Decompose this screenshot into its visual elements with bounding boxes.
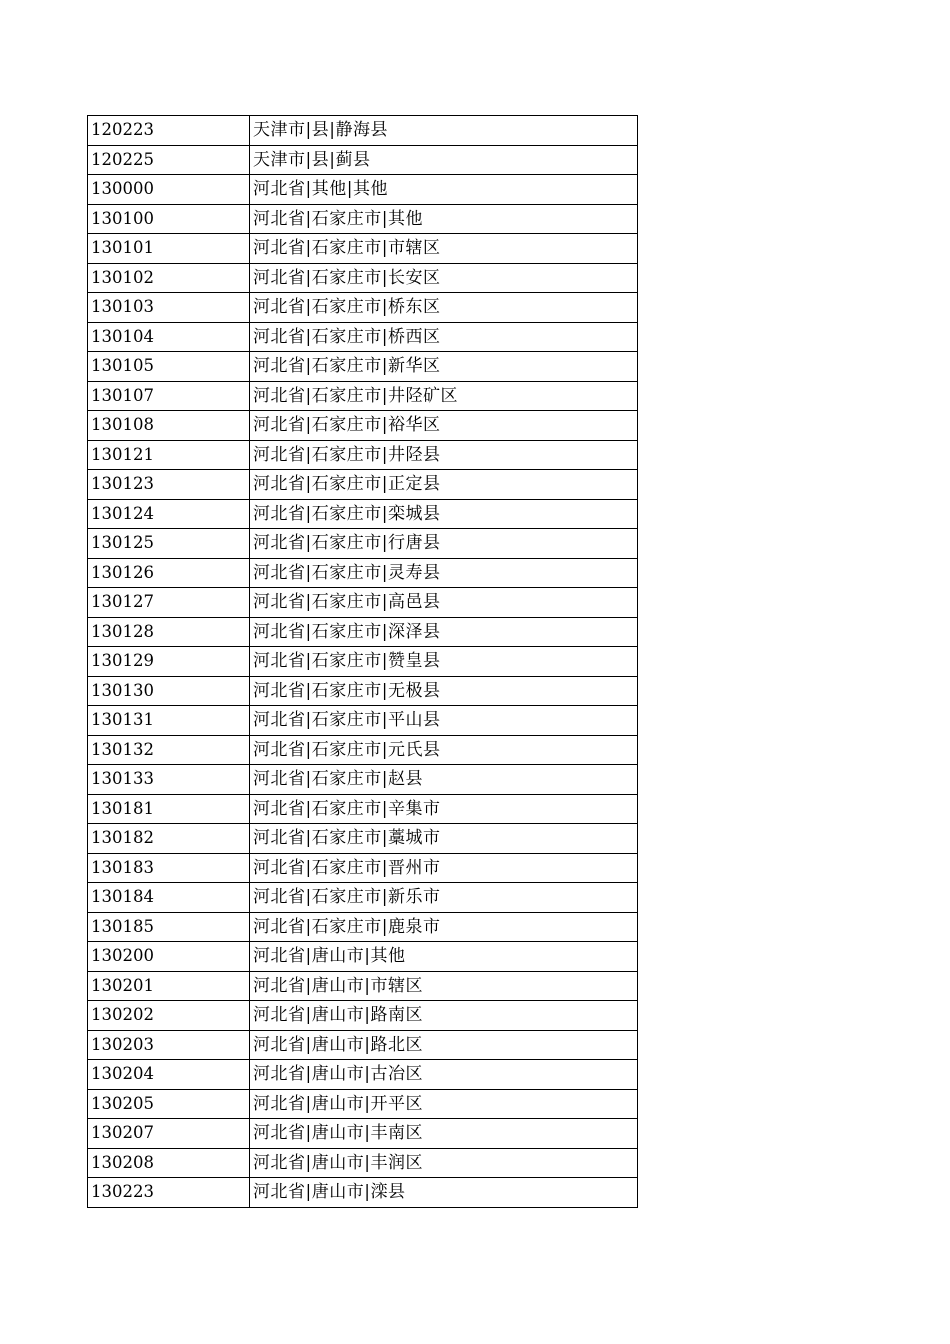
- region-code-cell[interactable]: 130121: [88, 440, 250, 470]
- table-row: [88, 499, 638, 529]
- table-row: [88, 263, 638, 293]
- table-row: [88, 381, 638, 411]
- region-code-cell[interactable]: 130129: [88, 647, 250, 677]
- region-name-cell[interactable]: 河北省|石家庄市|鹿泉市: [250, 912, 638, 942]
- region-name-cell[interactable]: 河北省|石家庄市|灵寿县: [250, 558, 638, 588]
- region-name-cell[interactable]: 河北省|石家庄市|赞皇县: [250, 647, 638, 677]
- region-code-cell[interactable]: 130223: [88, 1178, 250, 1208]
- region-code-cell[interactable]: 130132: [88, 735, 250, 765]
- region-name-cell[interactable]: 河北省|石家庄市|井陉矿区: [250, 381, 638, 411]
- region-code-cell[interactable]: 130103: [88, 293, 250, 323]
- region-code-cell[interactable]: 130128: [88, 617, 250, 647]
- region-code-cell[interactable]: 130202: [88, 1001, 250, 1031]
- region-name-cell[interactable]: 河北省|其他|其他: [250, 175, 638, 205]
- region-code-cell[interactable]: 130000: [88, 175, 250, 205]
- region-code-cell[interactable]: 130200: [88, 942, 250, 972]
- table-row: [88, 794, 638, 824]
- region-name-cell[interactable]: 河北省|唐山市|开平区: [250, 1089, 638, 1119]
- region-name-cell[interactable]: 河北省|石家庄市|无极县: [250, 676, 638, 706]
- region-code-cell[interactable]: 130108: [88, 411, 250, 441]
- table-row: [88, 1001, 638, 1031]
- region-name-cell[interactable]: 河北省|石家庄市|裕华区: [250, 411, 638, 441]
- table-row: [88, 942, 638, 972]
- region-code-cell[interactable]: 130131: [88, 706, 250, 736]
- table-row: [88, 1030, 638, 1060]
- region-name-cell[interactable]: 河北省|唐山市|丰南区: [250, 1119, 638, 1149]
- table-row: [88, 824, 638, 854]
- region-name-cell[interactable]: 河北省|石家庄市|深泽县: [250, 617, 638, 647]
- region-name-cell[interactable]: 河北省|唐山市|丰润区: [250, 1148, 638, 1178]
- region-name-cell[interactable]: 河北省|石家庄市|晋州市: [250, 853, 638, 883]
- table-row: [88, 411, 638, 441]
- region-name-cell[interactable]: 河北省|唐山市|古冶区: [250, 1060, 638, 1090]
- region-name-cell[interactable]: 河北省|石家庄市|井陉县: [250, 440, 638, 470]
- region-name-cell[interactable]: 河北省|石家庄市|正定县: [250, 470, 638, 500]
- region-code-cell[interactable]: 130208: [88, 1148, 250, 1178]
- table-row: [88, 204, 638, 234]
- region-name-cell[interactable]: 河北省|石家庄市|桥东区: [250, 293, 638, 323]
- region-name-cell[interactable]: 河北省|石家庄市|高邑县: [250, 588, 638, 618]
- region-code-cell[interactable]: 130181: [88, 794, 250, 824]
- table-row: [88, 765, 638, 795]
- table-row: [88, 735, 638, 765]
- region-name-cell[interactable]: 河北省|石家庄市|平山县: [250, 706, 638, 736]
- region-name-cell[interactable]: 河北省|石家庄市|元氏县: [250, 735, 638, 765]
- region-name-cell[interactable]: 河北省|石家庄市|新华区: [250, 352, 638, 382]
- region-code-cell[interactable]: 130205: [88, 1089, 250, 1119]
- table-row: [88, 234, 638, 264]
- region-name-cell[interactable]: 河北省|石家庄市|赵县: [250, 765, 638, 795]
- region-code-cell[interactable]: 130125: [88, 529, 250, 559]
- region-code-cell[interactable]: 130130: [88, 676, 250, 706]
- table-row: [88, 676, 638, 706]
- region-name-cell[interactable]: 天津市|县|静海县: [250, 116, 638, 146]
- region-code-cell[interactable]: 120225: [88, 145, 250, 175]
- table-row: [88, 1119, 638, 1149]
- region-name-cell[interactable]: 河北省|唐山市|路北区: [250, 1030, 638, 1060]
- table-row: [88, 971, 638, 1001]
- region-name-cell[interactable]: 河北省|石家庄市|藁城市: [250, 824, 638, 854]
- region-name-cell[interactable]: 河北省|石家庄市|长安区: [250, 263, 638, 293]
- region-code-cell[interactable]: 130183: [88, 853, 250, 883]
- region-code-cell[interactable]: 130123: [88, 470, 250, 500]
- region-code-cell[interactable]: 130185: [88, 912, 250, 942]
- region-name-cell[interactable]: 河北省|唐山市|其他: [250, 942, 638, 972]
- region-name-cell[interactable]: 河北省|石家庄市|市辖区: [250, 234, 638, 264]
- table-row: [88, 912, 638, 942]
- region-code-cell[interactable]: 130102: [88, 263, 250, 293]
- region-name-cell[interactable]: 河北省|唐山市|滦县: [250, 1178, 638, 1208]
- region-code-cell[interactable]: 130101: [88, 234, 250, 264]
- region-code-cell[interactable]: 130184: [88, 883, 250, 913]
- region-code-cell[interactable]: 130100: [88, 204, 250, 234]
- region-code-cell[interactable]: 130124: [88, 499, 250, 529]
- table-row: [88, 1060, 638, 1090]
- table-row: [88, 1089, 638, 1119]
- table-row: [88, 1148, 638, 1178]
- region-code-cell[interactable]: 130105: [88, 352, 250, 382]
- region-name-cell[interactable]: 河北省|石家庄市|其他: [250, 204, 638, 234]
- region-name-cell[interactable]: 河北省|石家庄市|桥西区: [250, 322, 638, 352]
- table-row: [88, 558, 638, 588]
- table-row: [88, 706, 638, 736]
- region-code-cell[interactable]: 120223: [88, 116, 250, 146]
- region-code-cell[interactable]: 130104: [88, 322, 250, 352]
- table-row: [88, 322, 638, 352]
- table-row: [88, 529, 638, 559]
- table-body: [88, 116, 638, 1208]
- table-row: [88, 617, 638, 647]
- region-name-cell[interactable]: 河北省|石家庄市|新乐市: [250, 883, 638, 913]
- region-name-cell[interactable]: 天津市|县|蓟县: [250, 145, 638, 175]
- table-row: [88, 853, 638, 883]
- region-code-cell[interactable]: 130207: [88, 1119, 250, 1149]
- table-row: [88, 1178, 638, 1208]
- region-code-cell[interactable]: 130204: [88, 1060, 250, 1090]
- table-row: [88, 647, 638, 677]
- region-name-cell[interactable]: 河北省|唐山市|市辖区: [250, 971, 638, 1001]
- region-code-cell[interactable]: 130133: [88, 765, 250, 795]
- region-name-cell[interactable]: 河北省|石家庄市|栾城县: [250, 499, 638, 529]
- region-name-cell[interactable]: 河北省|石家庄市|行唐县: [250, 529, 638, 559]
- table-row: [88, 470, 638, 500]
- region-name-cell[interactable]: 河北省|石家庄市|辛集市: [250, 794, 638, 824]
- table-row: [88, 116, 638, 146]
- region-code-table: [87, 115, 638, 1208]
- table-row: [88, 293, 638, 323]
- region-code-cell[interactable]: 130107: [88, 381, 250, 411]
- table-row: [88, 440, 638, 470]
- region-code-cell[interactable]: 130182: [88, 824, 250, 854]
- table-row: [88, 588, 638, 618]
- region-code-cell[interactable]: 130201: [88, 971, 250, 1001]
- region-code-cell[interactable]: 130126: [88, 558, 250, 588]
- region-code-cell[interactable]: 130127: [88, 588, 250, 618]
- region-code-cell[interactable]: 130203: [88, 1030, 250, 1060]
- table-row: [88, 175, 638, 205]
- table-row: [88, 352, 638, 382]
- region-name-cell[interactable]: 河北省|唐山市|路南区: [250, 1001, 638, 1031]
- table-row: [88, 883, 638, 913]
- table-row: [88, 145, 638, 175]
